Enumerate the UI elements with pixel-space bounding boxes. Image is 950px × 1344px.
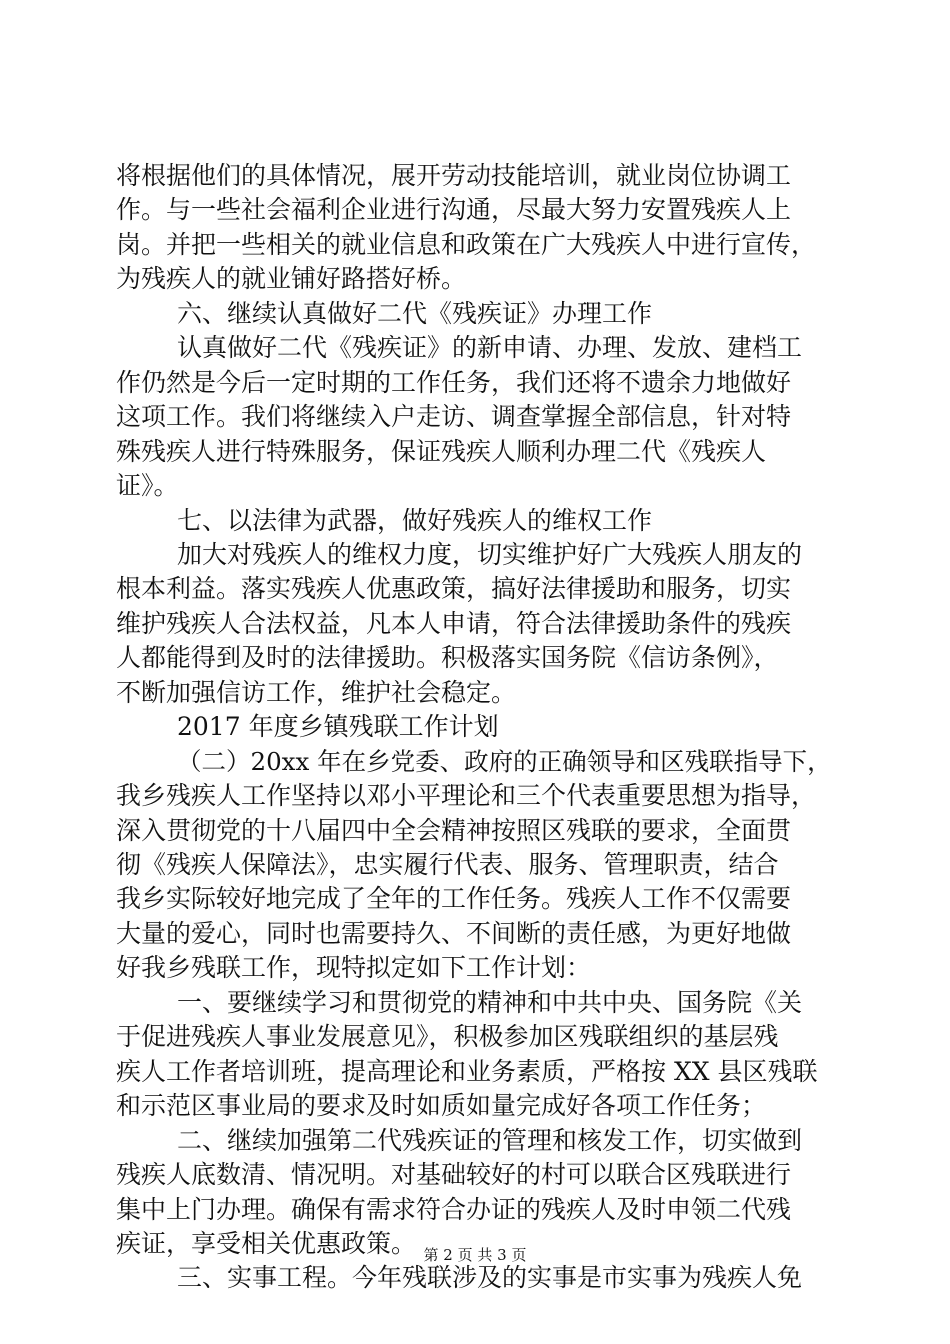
- text-line: （二）20xx 年在乡党委、政府的正确领导和区残联指导下，: [177, 747, 832, 776]
- text-line: 疾证，享受相关优惠政策。: [116, 1229, 417, 1258]
- text-line: 于促进残疾人事业发展意见》，积极参加区残联组织的基层残: [116, 1022, 779, 1051]
- text-line: 证》。: [116, 471, 179, 500]
- text-line: 六、继续认真做好二代《残疾证》办理工作: [177, 299, 653, 328]
- text-line: 彻《残疾人保障法》，忠实履行代表、服务、管理职责，结合: [116, 850, 779, 879]
- text-line: 深入贯彻党的十八届四中全会精神按照区残联的要求，全面贯: [116, 816, 792, 845]
- text-line: 三、实事工程。今年残联涉及的实事是市实事为残疾人免: [177, 1263, 803, 1292]
- text-line: 这项工作。我们将继续入户走访、调查掌握全部信息，针对特: [116, 402, 792, 431]
- text-line: 残疾人底数清、情况明。对基础较好的村可以联合区残联进行: [116, 1160, 792, 1189]
- text-line: 一、要继续学习和贯彻党的精神和中共中央、国务院《关: [177, 988, 803, 1017]
- text-line: 加大对残疾人的维权力度，切实维护好广大残疾人朋友的: [177, 540, 803, 569]
- text-line: 大量的爱心，同时也需要持久、不间断的责任感，为更好地做: [116, 919, 792, 948]
- text-line: 我乡实际较好地完成了全年的工作任务。残疾人工作不仅需要: [116, 884, 792, 913]
- text-line: 岗。并把一些相关的就业信息和政策在广大残疾人中进行宣传，: [116, 230, 817, 259]
- text-line: 作仍然是今后一定时期的工作任务，我们还将不遗余力地做好: [116, 368, 792, 397]
- text-line: 我乡残疾人工作坚持以邓小平理论和三个代表重要思想为指导，: [116, 781, 817, 810]
- text-line: 认真做好二代《残疾证》的新申请、办理、发放、建档工: [177, 333, 803, 362]
- text-line: 殊残疾人进行特殊服务，保证残疾人顺利办理二代《残疾人: [116, 437, 767, 466]
- text-line: 作。与一些社会福利企业进行沟通，尽最大努力安置残疾人上: [116, 195, 792, 224]
- text-line: 好我乡残联工作，现特拟定如下工作计划：: [116, 953, 592, 982]
- text-line: 人都能得到及时的法律援助。积极落实国务院《信访条例》，: [116, 643, 779, 672]
- text-line: 疾人工作者培训班，提高理论和业务素质，严格按 XX 县区残联: [116, 1057, 818, 1086]
- text-line: 为残疾人的就业铺好路搭好桥。: [116, 264, 467, 293]
- text-line: 和示范区事业局的要求及时如质如量完成好各项工作任务；: [116, 1091, 767, 1120]
- text-line: 2017 年度乡镇残联工作计划: [177, 712, 499, 741]
- text-line: 七、以法律为武器，做好残疾人的维权工作: [177, 506, 653, 535]
- text-line: 将根据他们的具体情况，展开劳动技能培训，就业岗位协调工: [116, 161, 792, 190]
- page-footer: 第 2 页 共 3 页: [423, 1246, 527, 1264]
- text-line: 维护残疾人合法权益，凡本人申请，符合法律援助条件的残疾: [116, 609, 792, 638]
- text-line: 不断加强信访工作，维护社会稳定。: [116, 678, 517, 707]
- text-line: 集中上门办理。确保有需求符合办证的残疾人及时申领二代残: [116, 1195, 792, 1224]
- text-line: 根本利益。落实残疾人优惠政策，搞好法律援助和服务，切实: [116, 574, 792, 603]
- text-line: 二、继续加强第二代残疾证的管理和核发工作，切实做到: [177, 1126, 803, 1155]
